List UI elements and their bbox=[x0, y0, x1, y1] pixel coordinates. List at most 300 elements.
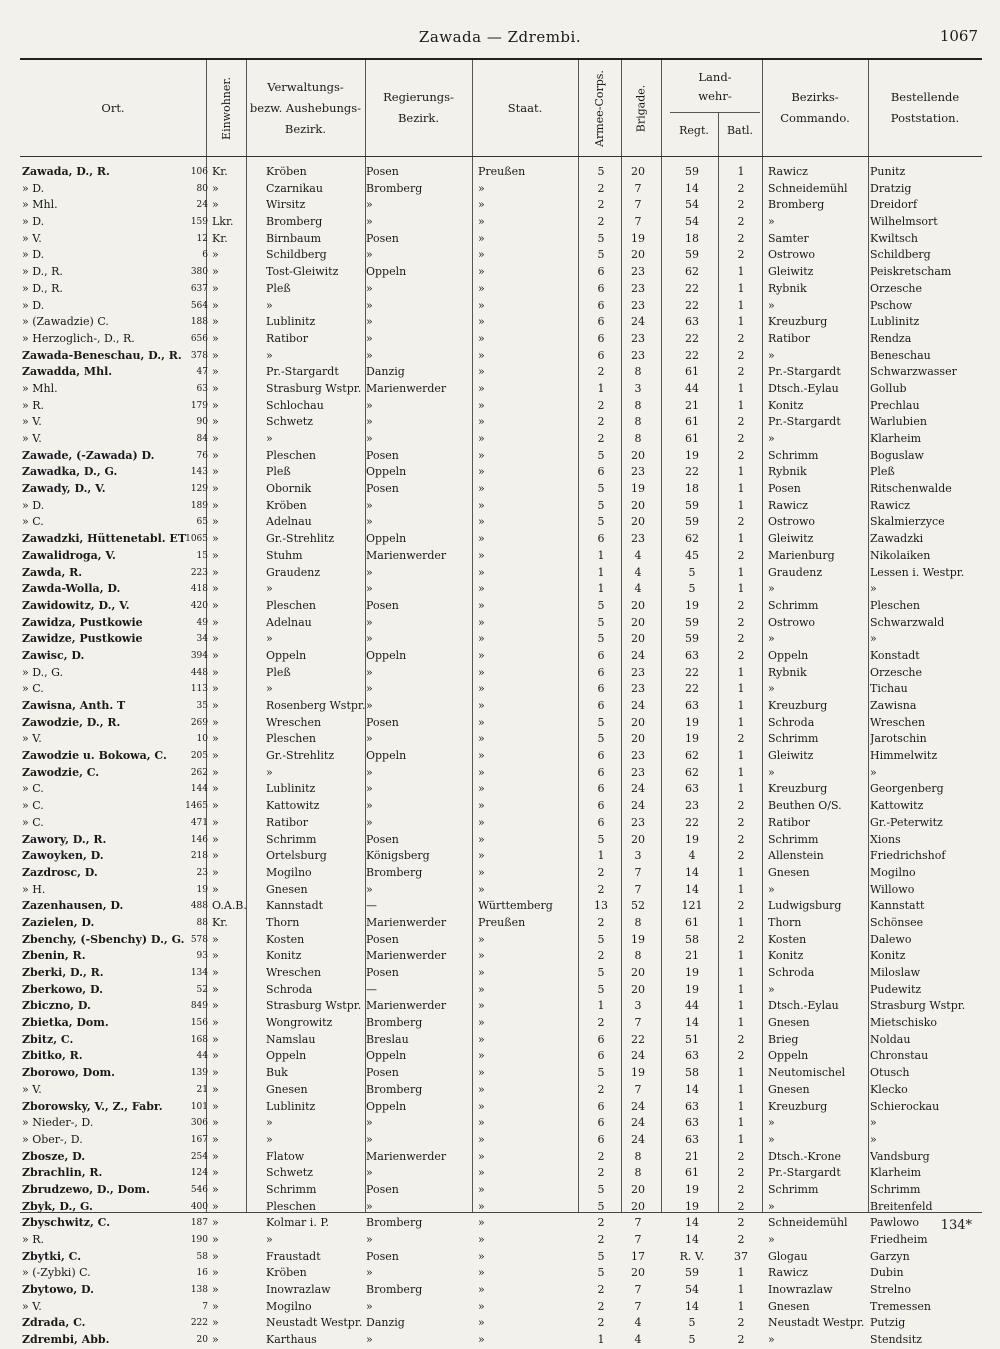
cell-ort: » V. bbox=[22, 415, 42, 429]
cell-ak: 6 bbox=[597, 1132, 605, 1146]
cell-ew: 394 bbox=[190, 650, 208, 661]
table-row bbox=[20, 1149, 982, 1166]
cell-ak: 6 bbox=[597, 648, 605, 662]
cell-ak: 6 bbox=[597, 749, 605, 763]
cell-kr: » bbox=[212, 465, 219, 479]
cell-ak: 6 bbox=[597, 1032, 605, 1046]
cell-kr: » bbox=[212, 1166, 219, 1180]
cell-br: 3 bbox=[634, 381, 642, 395]
cell-br: 23 bbox=[631, 749, 645, 763]
cell-br: 23 bbox=[631, 281, 645, 295]
cell-ew: 144 bbox=[190, 784, 208, 795]
cell-bc: Bromberg bbox=[768, 198, 825, 212]
cell-bt: 1 bbox=[737, 699, 745, 712]
cell-bc: Gnesen bbox=[768, 1016, 810, 1030]
table-row bbox=[20, 948, 982, 965]
cell-br: 3 bbox=[634, 849, 642, 863]
cell-bc: Rawicz bbox=[768, 165, 808, 178]
cell-vb: Buk bbox=[266, 1066, 288, 1080]
cell-ak: 2 bbox=[597, 198, 605, 212]
cell-bc: Brieg bbox=[768, 1032, 799, 1046]
cell-kr: » bbox=[212, 265, 219, 279]
table-row bbox=[20, 1099, 982, 1116]
cell-rg: 44 bbox=[685, 381, 699, 395]
cell-bc: Konitz bbox=[768, 398, 804, 412]
cell-ak: 6 bbox=[597, 532, 605, 546]
cell-bt: 1 bbox=[737, 1283, 745, 1297]
table-row bbox=[20, 1032, 982, 1049]
cell-vb: Kröben bbox=[266, 165, 307, 178]
cell-ort: Zberkowo, D. bbox=[22, 982, 103, 996]
cell-rg: 5 bbox=[688, 565, 696, 579]
cell-st: » bbox=[478, 1216, 485, 1230]
cell-bp: Pawlowo bbox=[870, 1216, 920, 1230]
cell-bt: 2 bbox=[737, 548, 745, 562]
gazetteer-table bbox=[20, 58, 982, 1347]
cell-ew: 6 bbox=[202, 250, 208, 261]
cell-vb: Schrimm bbox=[266, 1182, 317, 1196]
cell-rb: » bbox=[366, 281, 373, 295]
cell-bt: 1 bbox=[737, 915, 745, 929]
cell-kr: » bbox=[212, 882, 219, 896]
cell-kr: » bbox=[212, 448, 219, 462]
cell-rb: Posen bbox=[366, 165, 399, 178]
cell-bt: 2 bbox=[737, 1333, 745, 1347]
table-row bbox=[20, 815, 982, 832]
cell-bc: » bbox=[768, 348, 775, 362]
cell-bp: Wilhelmsort bbox=[870, 215, 938, 229]
cell-ort: Zbitz, C. bbox=[22, 1032, 74, 1046]
cell-ak: 1 bbox=[597, 1333, 605, 1347]
cell-rb: Bromberg bbox=[366, 865, 423, 879]
cell-bp: Zawadzki bbox=[870, 532, 924, 546]
page-number: 1067 bbox=[939, 27, 978, 45]
cell-bp: Schwarzwasser bbox=[870, 365, 957, 379]
cell-ew: 546 bbox=[190, 1184, 208, 1195]
cell-br: 20 bbox=[631, 498, 645, 512]
cell-ew: 10 bbox=[196, 734, 208, 745]
cell-ew: 65 bbox=[196, 517, 208, 528]
cell-rg: 62 bbox=[685, 265, 699, 279]
cell-ew: 63 bbox=[196, 383, 208, 394]
cell-bt: 2 bbox=[737, 932, 745, 946]
cell-ak: 5 bbox=[597, 732, 605, 746]
cell-rg: 19 bbox=[685, 732, 699, 746]
cell-rg: 21 bbox=[685, 1149, 699, 1163]
cell-vb: Pleß bbox=[266, 665, 291, 679]
cell-bc: Rybnik bbox=[768, 665, 807, 679]
cell-ak: 5 bbox=[597, 515, 605, 529]
cell-ew: 179 bbox=[190, 400, 208, 411]
cell-rb: » bbox=[366, 582, 373, 596]
table-row bbox=[20, 331, 982, 348]
cell-kr: » bbox=[212, 1283, 219, 1297]
cell-rg: 18 bbox=[685, 482, 699, 496]
cell-vb: Fraustadt bbox=[266, 1249, 321, 1263]
table-row bbox=[20, 1182, 982, 1199]
cell-vb: Ratibor bbox=[266, 331, 308, 345]
cell-ak: 5 bbox=[597, 966, 605, 979]
cell-ort: » (-Zybki) C. bbox=[22, 1266, 91, 1280]
cell-ort: » Mhl. bbox=[22, 381, 58, 395]
cell-kr: » bbox=[212, 832, 219, 846]
cell-ew: 84 bbox=[196, 434, 208, 444]
cell-bp: Otusch bbox=[870, 1066, 910, 1080]
cell-rg: 44 bbox=[685, 999, 699, 1013]
cell-bp: Kwiltsch bbox=[870, 231, 918, 245]
cell-ak: 6 bbox=[597, 298, 605, 312]
cell-bp: Dubin bbox=[870, 1266, 904, 1280]
cell-bc: Gleiwitz bbox=[768, 532, 814, 546]
cell-st: » bbox=[478, 1049, 485, 1063]
table-row bbox=[20, 565, 982, 582]
cell-rb: Marienwerder bbox=[366, 999, 447, 1013]
cell-ak: 2 bbox=[597, 365, 605, 379]
cell-br: 24 bbox=[631, 782, 645, 796]
cell-br: 23 bbox=[631, 765, 645, 779]
cell-st: » bbox=[478, 315, 485, 329]
cell-ew: 101 bbox=[190, 1101, 208, 1112]
cell-bp: Kannstatt bbox=[870, 899, 925, 913]
cell-st: » bbox=[478, 648, 485, 662]
cell-bp: Dalewo bbox=[870, 932, 912, 946]
cell-rg: 5 bbox=[688, 582, 696, 596]
cell-bc: » bbox=[768, 765, 775, 779]
cell-bp: Rendza bbox=[870, 331, 912, 345]
cell-bt: 1 bbox=[737, 749, 745, 763]
cell-bt: 2 bbox=[737, 432, 745, 445]
cell-vb: Gr.-Strehlitz bbox=[266, 532, 335, 546]
cell-bp: Tremessen bbox=[870, 1299, 931, 1313]
cell-bc: Dtsch.-Eylau bbox=[768, 381, 839, 395]
cell-ort: Zawodzie u. Bokowa, C. bbox=[22, 749, 167, 763]
cell-bc: Gnesen bbox=[768, 1299, 810, 1313]
cell-ew: 218 bbox=[190, 851, 208, 862]
cell-kr: Lkr. bbox=[212, 215, 234, 229]
table-row bbox=[20, 715, 982, 732]
cell-br: 24 bbox=[631, 648, 645, 662]
table-row bbox=[20, 264, 982, 281]
cell-rg: 18 bbox=[685, 231, 699, 245]
cell-br: 20 bbox=[631, 1266, 645, 1280]
cell-kr: » bbox=[212, 181, 219, 195]
cell-bc: Schroda bbox=[768, 715, 815, 729]
cell-bc: Rybnik bbox=[768, 465, 807, 479]
cell-bp: Mogilno bbox=[870, 865, 916, 879]
cell-bc: Ratibor bbox=[768, 331, 810, 345]
cell-ak: 2 bbox=[597, 181, 605, 195]
cell-bp: Skalmierzyce bbox=[870, 515, 945, 529]
cell-rb: Posen bbox=[366, 598, 399, 612]
cell-bt: 1 bbox=[737, 1266, 745, 1280]
cell-rg: 19 bbox=[685, 832, 699, 846]
header-armee-corps: Armee-Corps. bbox=[593, 69, 607, 147]
cell-br: 8 bbox=[634, 415, 642, 429]
cell-bt: 1 bbox=[737, 665, 745, 679]
cell-kr: » bbox=[212, 348, 219, 362]
cell-vb: Schrimm bbox=[266, 832, 317, 846]
cell-vb: Gr.-Strehlitz bbox=[266, 749, 335, 763]
cell-rg: 63 bbox=[685, 1099, 699, 1113]
cell-st: » bbox=[478, 1016, 485, 1030]
cell-st: » bbox=[478, 966, 485, 979]
cell-br: 19 bbox=[631, 932, 645, 946]
cell-bt: 2 bbox=[737, 799, 745, 813]
cell-bt: 2 bbox=[737, 365, 745, 379]
cell-ew: 49 bbox=[196, 617, 208, 628]
table-row bbox=[20, 431, 982, 448]
cell-ak: 2 bbox=[597, 398, 605, 412]
cell-kr: » bbox=[212, 532, 219, 546]
cell-rb: Marienwerder bbox=[366, 915, 447, 929]
cell-ak: 1 bbox=[597, 381, 605, 395]
cell-st: » bbox=[478, 465, 485, 479]
cell-ak: 6 bbox=[597, 682, 605, 696]
cell-bp: Orzesche bbox=[870, 665, 922, 679]
cell-ew: 15 bbox=[196, 550, 208, 561]
cell-ak: 1 bbox=[597, 565, 605, 579]
cell-rg: 22 bbox=[685, 281, 699, 295]
cell-rb: Oppeln bbox=[366, 1099, 407, 1113]
header-regt: Regt. bbox=[679, 124, 709, 137]
cell-ort: Zawadda, Mhl. bbox=[22, 365, 113, 379]
cell-rg: 63 bbox=[685, 315, 699, 329]
cell-bt: 1 bbox=[737, 1299, 745, 1313]
cell-br: 19 bbox=[631, 482, 645, 496]
cell-kr: » bbox=[212, 732, 219, 746]
cell-st: » bbox=[478, 215, 485, 229]
cell-rg: 14 bbox=[685, 882, 699, 896]
cell-rb: Posen bbox=[366, 231, 399, 245]
table-row bbox=[20, 531, 982, 548]
cell-vb: Pleß bbox=[266, 281, 291, 295]
cell-br: 20 bbox=[631, 982, 645, 996]
cell-rg: 63 bbox=[685, 1049, 699, 1063]
landwehr-rule bbox=[670, 112, 760, 113]
cell-bc: » bbox=[768, 632, 775, 646]
cell-rb: Bromberg bbox=[366, 181, 423, 195]
cell-br: 20 bbox=[631, 598, 645, 612]
cell-bc: Kreuzburg bbox=[768, 782, 828, 796]
cell-vb: » bbox=[266, 298, 273, 312]
cell-bp: Stendsitz bbox=[870, 1333, 922, 1347]
cell-rg: 22 bbox=[685, 815, 699, 829]
cell-rg: 61 bbox=[685, 432, 699, 445]
cell-ew: 88 bbox=[196, 917, 208, 928]
cell-bt: 1 bbox=[737, 999, 745, 1013]
table-row bbox=[20, 398, 982, 415]
cell-ort: » D. bbox=[22, 298, 45, 312]
cell-st: » bbox=[478, 281, 485, 295]
cell-ak: 6 bbox=[597, 782, 605, 796]
cell-vb: Neustadt Westpr. bbox=[266, 1316, 363, 1330]
cell-br: 7 bbox=[634, 882, 642, 896]
cell-vb: » bbox=[266, 348, 273, 362]
cell-rb: » bbox=[366, 398, 373, 412]
cell-rb: » bbox=[366, 1166, 373, 1180]
table-row bbox=[20, 698, 982, 715]
cell-st: » bbox=[478, 1249, 485, 1263]
cell-ew: 159 bbox=[190, 217, 208, 228]
cell-rg: 61 bbox=[685, 365, 699, 379]
cell-bp: Klarheim bbox=[870, 432, 922, 445]
cell-bt: 2 bbox=[737, 515, 745, 529]
cell-ak: 5 bbox=[597, 1266, 605, 1280]
header-landwehr: Land- wehr- bbox=[698, 70, 732, 103]
cell-ak: 6 bbox=[597, 815, 605, 829]
cell-ew: 20 bbox=[196, 1335, 208, 1346]
cell-ort: Zawda, R. bbox=[22, 565, 83, 579]
cell-br: 8 bbox=[634, 1149, 642, 1163]
cell-bt: 1 bbox=[737, 315, 745, 329]
cell-bc: Kreuzburg bbox=[768, 315, 828, 329]
cell-bt: 1 bbox=[737, 1099, 745, 1113]
cell-ort: Zbyk, D., G. bbox=[22, 1199, 93, 1213]
cell-rb: » bbox=[366, 1233, 373, 1246]
cell-rg: 63 bbox=[685, 648, 699, 662]
cell-bp: Rawicz bbox=[870, 498, 910, 512]
cell-ak: 2 bbox=[597, 1299, 605, 1313]
cell-st: » bbox=[478, 1166, 485, 1180]
table-body bbox=[20, 164, 982, 1349]
cell-kr: » bbox=[212, 598, 219, 612]
table-row bbox=[20, 898, 982, 915]
cell-st: » bbox=[478, 715, 485, 729]
cell-bc: Neutomischel bbox=[768, 1066, 846, 1080]
cell-bp: Zawisna bbox=[870, 699, 917, 712]
cell-bp: Strelno bbox=[870, 1283, 911, 1297]
cell-br: 20 bbox=[631, 732, 645, 746]
cell-vb: Kosten bbox=[266, 932, 305, 946]
cell-kr: » bbox=[212, 248, 219, 262]
cell-vb: » bbox=[266, 1116, 273, 1130]
cell-vb: Ratibor bbox=[266, 815, 308, 829]
cell-ew: 262 bbox=[190, 767, 208, 778]
cell-bp: Pudewitz bbox=[870, 982, 922, 996]
cell-kr: » bbox=[212, 432, 219, 445]
cell-bt: 2 bbox=[737, 215, 745, 229]
cell-bp: Orzesche bbox=[870, 281, 922, 295]
cell-br: 7 bbox=[634, 181, 642, 195]
cell-ak: 6 bbox=[597, 315, 605, 329]
table-row bbox=[20, 748, 982, 765]
table-row bbox=[20, 164, 982, 181]
cell-st: » bbox=[478, 181, 485, 195]
cell-rb: Posen bbox=[366, 1066, 399, 1080]
table-row bbox=[20, 982, 982, 999]
cell-bc: » bbox=[768, 1132, 775, 1146]
table-row bbox=[20, 865, 982, 882]
cell-st: » bbox=[478, 582, 485, 596]
cell-vb: » bbox=[266, 765, 273, 779]
cell-vb: Flatow bbox=[266, 1149, 305, 1163]
cell-ort: Zawodzie, D., R. bbox=[22, 715, 121, 729]
cell-rb: » bbox=[366, 815, 373, 829]
cell-rg: 121 bbox=[681, 899, 703, 913]
cell-ew: 471 bbox=[190, 817, 208, 828]
cell-vb: Ortelsburg bbox=[266, 849, 327, 863]
header-verwaltung: Verwaltungs- bezw. Aushebungs- Bezirk. bbox=[249, 79, 362, 136]
cell-br: 4 bbox=[634, 582, 642, 596]
cell-st: Preußen bbox=[478, 915, 526, 929]
cell-vb: Schildberg bbox=[266, 248, 327, 262]
cell-vb: Birnbaum bbox=[266, 231, 322, 245]
cell-rb: » bbox=[366, 498, 373, 512]
cell-bc: Rybnik bbox=[768, 281, 807, 295]
cell-ew: 156 bbox=[190, 1018, 208, 1029]
cell-ak: 2 bbox=[597, 1149, 605, 1163]
cell-rb: Oppeln bbox=[366, 265, 407, 279]
cell-bt: 1 bbox=[737, 582, 745, 596]
cell-rg: 14 bbox=[685, 1233, 699, 1246]
cell-vb: » bbox=[266, 1132, 273, 1146]
cell-kr: » bbox=[212, 699, 219, 712]
cell-st: » bbox=[478, 749, 485, 763]
cell-st: » bbox=[478, 331, 485, 345]
cell-ort: » V. bbox=[22, 732, 42, 746]
cell-rb: » bbox=[366, 215, 373, 229]
cell-bt: 2 bbox=[737, 248, 745, 262]
cell-br: 7 bbox=[634, 1299, 642, 1313]
cell-ort: » H. bbox=[22, 882, 46, 896]
cell-kr: » bbox=[212, 331, 219, 345]
cell-br: 20 bbox=[631, 966, 645, 979]
cell-kr: » bbox=[212, 1049, 219, 1063]
cell-rb: » bbox=[366, 1116, 373, 1130]
cell-bt: 2 bbox=[737, 732, 745, 746]
cell-bt: 2 bbox=[737, 1182, 745, 1196]
cell-rg: 22 bbox=[685, 665, 699, 679]
cell-ew: 16 bbox=[196, 1268, 208, 1279]
cell-bp: Schildberg bbox=[870, 248, 931, 262]
cell-br: 23 bbox=[631, 532, 645, 546]
cell-bt: 1 bbox=[737, 281, 745, 295]
cell-bc: Ratibor bbox=[768, 815, 810, 829]
cell-br: 22 bbox=[631, 1032, 645, 1046]
cell-bp: Putzig bbox=[870, 1316, 906, 1330]
cell-vb: Karthaus bbox=[266, 1333, 317, 1347]
cell-ew: 80 bbox=[196, 183, 208, 194]
cell-bt: 2 bbox=[737, 815, 745, 829]
cell-rg: 63 bbox=[685, 1132, 699, 1146]
cell-rb: Oppeln bbox=[366, 1049, 407, 1063]
cell-kr: » bbox=[212, 1099, 219, 1113]
cell-bc: » bbox=[768, 1333, 775, 1347]
cell-kr: » bbox=[212, 1316, 219, 1330]
cell-ak: 2 bbox=[597, 1082, 605, 1096]
cell-kr: » bbox=[212, 949, 219, 963]
cell-st: » bbox=[478, 231, 485, 245]
header-regierung: Regierungs- Bezirk. bbox=[383, 90, 454, 125]
table-row bbox=[20, 231, 982, 248]
cell-rb: » bbox=[366, 298, 373, 312]
cell-ort: » R. bbox=[22, 1233, 45, 1246]
cell-br: 4 bbox=[634, 1333, 642, 1347]
cell-bc: Rawicz bbox=[768, 1266, 808, 1280]
cell-kr: Kr. bbox=[212, 165, 228, 178]
cell-bp: Schierockau bbox=[870, 1099, 940, 1113]
cell-rb: » bbox=[366, 799, 373, 813]
cell-rb: » bbox=[366, 1299, 373, 1313]
cell-vb: Schlochau bbox=[266, 398, 324, 412]
cell-ak: 5 bbox=[597, 231, 605, 245]
cell-bc: Marienburg bbox=[768, 548, 835, 562]
cell-bc: Gnesen bbox=[768, 865, 810, 879]
cell-rb: Marienwerder bbox=[366, 548, 447, 562]
cell-bp: » bbox=[870, 765, 877, 779]
cell-ort: Zborowo, Dom. bbox=[22, 1066, 116, 1080]
cell-bc: Pr.-Stargardt bbox=[768, 1166, 841, 1180]
